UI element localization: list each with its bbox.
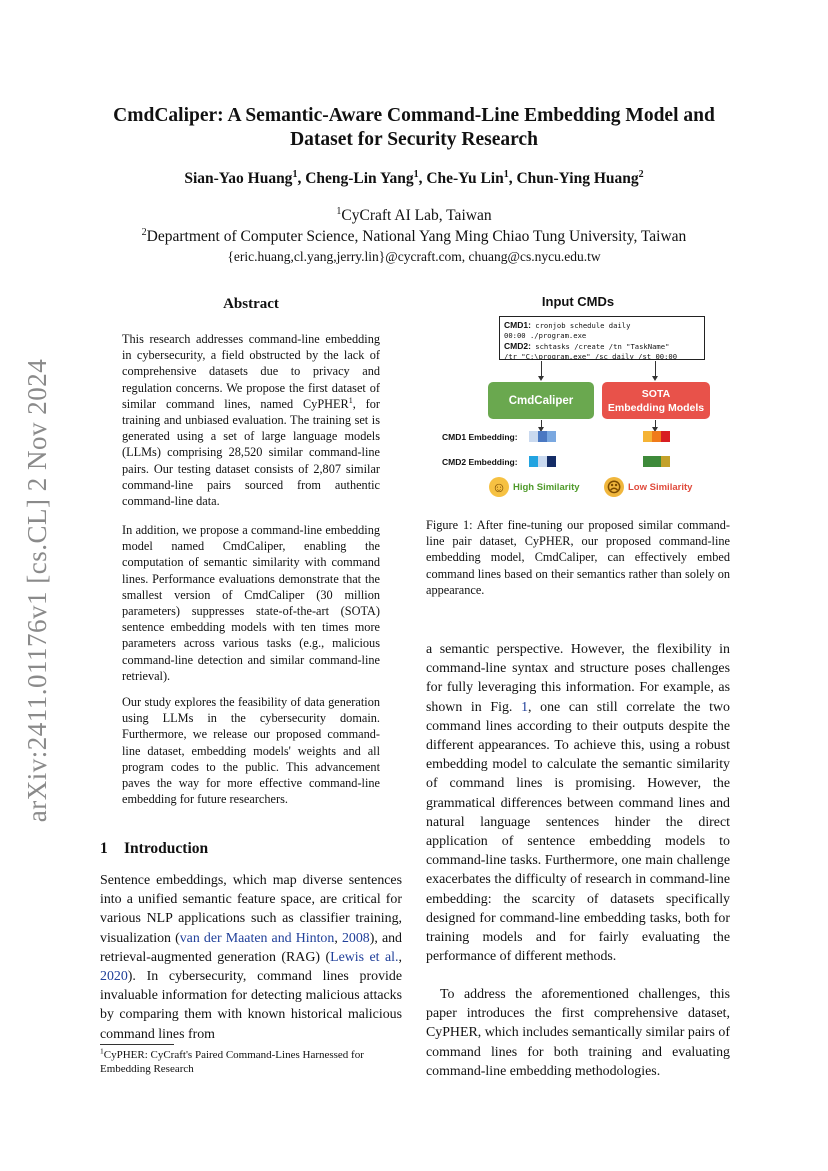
section-title: Introduction: [124, 840, 209, 857]
abstract-text: This research addresses command-line embedding in cybersecurity, a field obstructed by the lack of comprehensive datasets due to privacy and regulation concerns. We propose the first dataset of similar command lines, named CyPHER: [122, 332, 380, 411]
affiliation-text: CyCraft AI Lab, Taiwan: [341, 207, 492, 224]
high-similarity-label: High Similarity: [513, 481, 580, 493]
figure-reference-link[interactable]: 1: [521, 699, 529, 715]
author-name: Cheng-Lin Yang: [305, 170, 414, 187]
footnote: [100, 1048, 402, 1076]
embedding-cell: [661, 431, 670, 442]
input-commands-box: [499, 316, 705, 360]
embedding-cell: [643, 431, 652, 442]
embedding-cell: [652, 431, 661, 442]
arrow-down-icon: [655, 361, 656, 377]
body-text: a semantic perspective. However, the flexibility in command-line syntax and structure poses challenges for fully leveraging this information. For example, as shown in Fig.: [426, 642, 730, 715]
embedding-cell: [643, 456, 652, 467]
author-name: Sian-Yao Huang: [184, 170, 293, 187]
model-label: CmdCaliper: [508, 394, 574, 407]
arxiv-identifier-stamp: [18, 290, 58, 890]
abstract-heading: Abstract: [223, 296, 279, 312]
introduction-paragraph-right-2: To address the aforementioned challenges, this paper introduces the first comprehensive dataset, CyPHER, which includes semantically similar pairs of command lines for both training and evaluating command-line embedding methodologies.: [426, 987, 730, 1079]
cmd1-embedding-label: CMD1 Embedding:: [442, 432, 518, 442]
sota-models-box: [602, 382, 710, 419]
sota-cmd2-embedding: [643, 456, 670, 467]
embedding-cell: [547, 456, 556, 467]
confused-face-icon: ☹: [604, 477, 624, 497]
body-text: ), and retrieval-augmented generation (RAG) (: [100, 930, 402, 965]
cmdcaliper-cmd1-embedding: [529, 431, 556, 442]
model-label: Embedding Models: [607, 401, 705, 414]
sota-cmd1-embedding: [643, 431, 670, 442]
author-name: Chun-Ying Huang: [516, 170, 639, 187]
smiling-face-icon: ☺: [489, 477, 509, 497]
body-text: ,: [398, 949, 402, 965]
cmdcaliper-cmd2-embedding: [529, 456, 556, 467]
affiliation-1: [90, 207, 738, 225]
citation-link[interactable]: van der Maaten and Hinton: [179, 930, 335, 946]
figure-title: Input CMDs: [541, 294, 615, 309]
cmd2-text: schtasks /create /tn "TaskName": [530, 342, 670, 351]
embedding-cell: [538, 431, 547, 442]
footnote-divider: [100, 1044, 174, 1045]
citation-year-link[interactable]: 2020: [100, 969, 128, 985]
cmd1-text: cronjob schedule daily: [530, 321, 631, 330]
embedding-cell: [529, 431, 538, 442]
arrow-down-icon: [541, 420, 542, 428]
body-text: ,: [334, 930, 342, 946]
section-heading-introduction: [100, 840, 208, 858]
introduction-paragraph-right: [426, 640, 730, 966]
author-emails: {eric.huang,cl.yang,jerry.lin}@cycraft.com, chuang@cs.nycu.edu.tw: [227, 249, 601, 264]
author-affiliation-mark: 1: [503, 168, 509, 180]
cmd1-text-continued: 00:00 ./program.exe: [504, 331, 587, 340]
citation-year-link[interactable]: 2008: [341, 930, 370, 946]
figure-1-caption: Figure 1: After fine-tuning our proposed similar command-line pair dataset, CyPHER, our proposed command-line embedding model, CmdCaliper, can effectively embed command lines based on their semantics rather than solely on appearance.: [426, 518, 730, 597]
embedding-cell: [652, 456, 661, 467]
affiliation-mark: 1: [336, 205, 342, 217]
affiliation-2: [90, 228, 738, 246]
citation-link[interactable]: Lewis et al.: [330, 949, 399, 965]
cmd2-label: CMD2:: [504, 341, 531, 351]
body-text: ). In cybersecurity, command lines provide invaluable information for detecting malicious attacks by comparing them with known historical malicious command lines from: [100, 969, 402, 1042]
footnote-text: CyPHER: CyCraft's Paired Command-Lines Harnessed for Embedding Research: [100, 1049, 364, 1075]
body-text: Sentence embeddings, which map diverse sentences into a unified semantic feature space, are critical for various NLP applications such as classifier training, visualization (: [100, 873, 402, 946]
author-affiliation-mark: 1: [413, 168, 419, 180]
arrow-down-icon: [541, 361, 542, 377]
footnote-mark[interactable]: 1: [348, 395, 353, 405]
abstract-paragraph-2: In addition, we propose a command-line embedding model named CmdCaliper, enabling the computation of semantic similarity with command lines. Performance evaluations demonstrate that the smallest version of CmdCaliper (30 million parameters) suppresses state-of-the-art (SOTA) sentence embedding models with ten times more parameters across various tasks (e.g., malicious command-line detection and similar command-line retrieval).: [122, 523, 380, 683]
arxiv-stamp-text: arXiv:2411.01176v1 [cs.CL] 2 Nov 2024: [22, 358, 53, 822]
author-list: Sian-Yao Huang$^1$, Cheng-Lin Yang$^1$, Che-Yu Lin$^1$, Chun-Ying Huang$^2$: [184, 168, 644, 187]
section-number: 1: [100, 840, 108, 857]
paper-title: CmdCaliper: A Semantic-Aware Command-Line Embedding Model and Dataset for Security Research: [113, 105, 715, 150]
cmd2-text-continued: /tr "C:\program.exe" /sc daily /st 00:00: [504, 352, 678, 360]
abstract-text: , for training and unbiased evaluation. The training set is generated using a set of large language models (LLMs) comprising 28,520 similar command-line pairs. Our testing dataset consists of 2,807 similar command-line pairs sourced from authentic command-line data.: [122, 396, 380, 509]
abstract-paragraph-3: Our study explores the feasibility of data generation using LLMs in the cybersecurity domain. Furthermore, we release our proposed command-line dataset, embedding models' weights and all program codes to the public. This advancement paves the way for more effective command-line embedding for future researchers.: [122, 695, 380, 807]
embedding-cell: [661, 456, 670, 467]
author-affiliation-mark: 2: [638, 168, 644, 180]
author-name: Che-Yu Lin: [426, 170, 504, 187]
model-label: SOTA: [641, 387, 671, 400]
arrow-down-icon: [655, 420, 656, 428]
low-similarity-result: [604, 477, 692, 497]
affiliation-mark: 2: [141, 226, 147, 238]
abstract-paragraph-1: [122, 331, 380, 509]
cmd2-embedding-label: CMD2 Embedding:: [442, 457, 518, 467]
low-similarity-label: Low Similarity: [628, 481, 693, 493]
high-similarity-result: [489, 477, 580, 497]
cmdcaliper-model-box: [488, 382, 594, 419]
embedding-cell: [529, 456, 538, 467]
cmd1-label: CMD1:: [504, 320, 531, 330]
author-affiliation-mark: 1: [292, 168, 298, 180]
introduction-paragraph-left: [100, 871, 402, 1044]
embedding-cell: [547, 431, 556, 442]
footnote-mark: 1: [100, 1046, 104, 1056]
body-text: , one can still correlate the two command lines according to their outputs despite the different appearances. To achieve this, using a robust embedding model to calculate the semantic similarity of command lines is promising. However, the grammatical differences between command lines and natural language sentences hinder the direct application of sentence embedding models to command-line tasks. Furthermore, one main challenge exacerbates the difficulty of research in command-line embedding: the scarcity of datasets specifically designed for command-line embedding tasks, both for training models and for fairly evaluating the performance of different methods.: [426, 699, 730, 965]
embedding-cell: [538, 456, 547, 467]
affiliation-text: Department of Computer Science, National Yang Ming Chiao Tung University, Taiwan: [146, 228, 687, 245]
figure-1: [426, 290, 730, 505]
